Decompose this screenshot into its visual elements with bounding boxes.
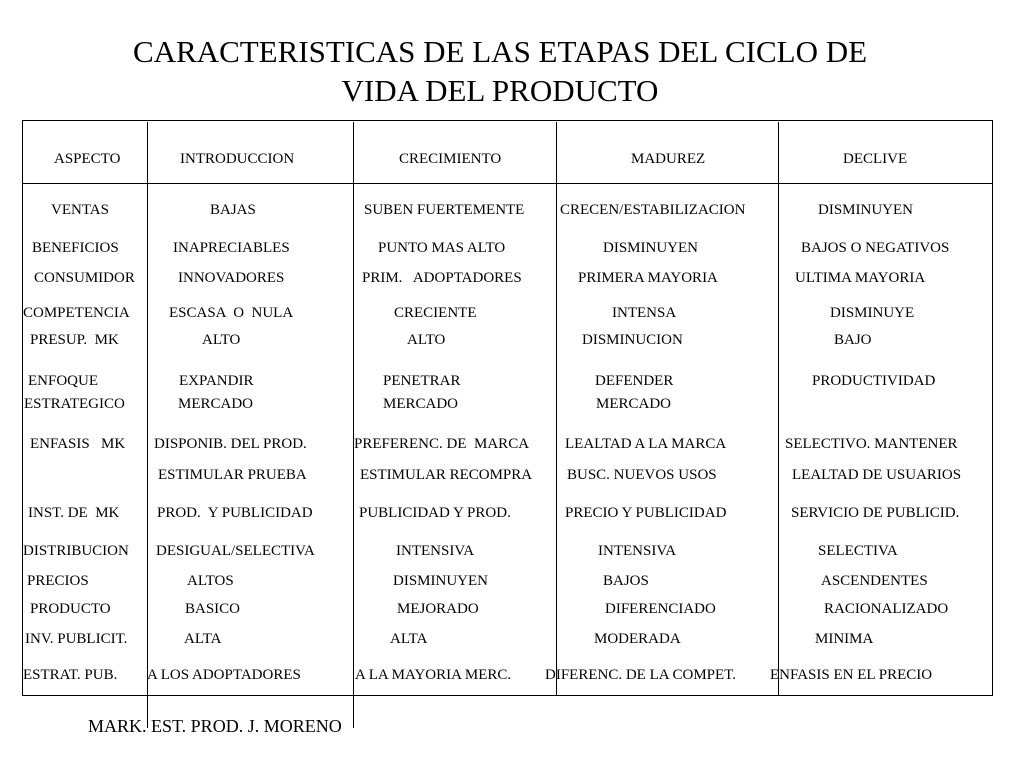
row-consumidor-introduccion: INNOVADORES xyxy=(178,270,285,286)
title-line-1: CARACTERISTICAS DE LAS ETAPAS DEL CICLO DE xyxy=(132,34,868,69)
row-producto-declive: RACIONALIZADO xyxy=(824,601,949,617)
header-madurez: MADUREZ xyxy=(631,151,706,167)
row-enfasis-crecimiento: PREFERENC. DE MARCA xyxy=(354,436,530,452)
row-enfasis-introduccion: DISPONIB. DEL PROD. xyxy=(154,436,307,452)
row-precios-introduccion: ALTOS xyxy=(187,573,234,589)
row-producto-crecimiento: MEJORADO xyxy=(397,601,479,617)
row-presupuesto-aspecto: PRESUP. MK xyxy=(30,332,119,348)
row-producto-aspecto: PRODUCTO xyxy=(30,601,111,617)
row-instrumentos-declive: SERVICIO DE PUBLICID. xyxy=(791,505,960,521)
row-inversion-crecimiento: ALTA xyxy=(390,631,428,647)
row-ventas-declive: DISMINUYEN xyxy=(818,202,913,218)
row-enfoque-aspecto-2: ESTRATEGICO xyxy=(24,396,125,412)
row-enfasis-crecimiento-2: ESTIMULAR RECOMPRA xyxy=(360,467,533,483)
row-enfasis-introduccion-2: ESTIMULAR PRUEBA xyxy=(158,467,307,483)
row-ventas-madurez: CRECEN/ESTABILIZACION xyxy=(560,202,746,218)
row-estrategia-declive: ENFASIS EN EL PRECIO xyxy=(770,667,933,683)
row-precios-crecimiento: DISMINUYEN xyxy=(393,573,488,589)
column-divider-3 xyxy=(556,122,557,696)
row-producto-madurez: DIFERENCIADO xyxy=(605,601,716,617)
title-line-2: VIDA DEL PRODUCTO xyxy=(341,73,659,108)
row-inversion-aspecto: INV. PUBLICIT. xyxy=(25,631,128,647)
row-competencia-introduccion: ESCASA O NULA xyxy=(169,305,294,321)
row-precios-declive: ASCENDENTES xyxy=(821,573,928,589)
column-divider-1 xyxy=(147,122,148,728)
row-precios-aspecto: PRECIOS xyxy=(27,573,89,589)
row-presupuesto-madurez: DISMINUCION xyxy=(582,332,683,348)
row-distribucion-crecimiento: INTENSIVA xyxy=(396,543,475,559)
row-enfoque-crecimiento: PENETRAR xyxy=(383,373,461,389)
row-competencia-declive: DISMINUYE xyxy=(830,305,915,321)
header-divider xyxy=(22,183,993,184)
row-estrategia-introduccion: A LOS ADOPTADORES xyxy=(147,667,301,683)
row-beneficios-madurez: DISMINUYEN xyxy=(603,240,698,256)
header-aspecto: ASPECTO xyxy=(54,151,121,167)
row-enfasis-madurez-2: BUSC. NUEVOS USOS xyxy=(567,467,717,483)
row-beneficios-aspecto: BENEFICIOS xyxy=(32,240,119,256)
row-inversion-introduccion: ALTA xyxy=(184,631,222,647)
row-enfoque-madurez-2: MERCADO xyxy=(596,396,672,412)
row-ventas-introduccion: BAJAS xyxy=(210,202,256,218)
row-beneficios-crecimiento: PUNTO MAS ALTO xyxy=(378,240,506,256)
row-distribucion-madurez: INTENSIVA xyxy=(598,543,677,559)
row-enfasis-declive: SELECTIVO. MANTENER xyxy=(785,436,958,452)
row-distribucion-aspecto: DISTRIBUCION xyxy=(23,543,129,559)
row-instrumentos-crecimiento: PUBLICIDAD Y PROD. xyxy=(359,505,511,521)
row-beneficios-introduccion: INAPRECIABLES xyxy=(173,240,290,256)
row-estrategia-aspecto: ESTRAT. PUB. xyxy=(23,667,118,683)
header-crecimiento: CRECIMIENTO xyxy=(399,151,502,167)
row-competencia-crecimiento: CRECIENTE xyxy=(394,305,477,321)
row-distribucion-declive: SELECTIVA xyxy=(818,543,898,559)
row-producto-introduccion: BASICO xyxy=(185,601,241,617)
row-enfasis-madurez: LEALTAD A LA MARCA xyxy=(565,436,727,452)
row-presupuesto-introduccion: ALTO xyxy=(202,332,241,348)
page-title xyxy=(0,32,1000,110)
row-enfoque-crecimiento-2: MERCADO xyxy=(383,396,459,412)
row-inversion-declive: MINIMA xyxy=(815,631,874,647)
header-declive: DECLIVE xyxy=(843,151,908,167)
column-divider-4 xyxy=(778,122,779,696)
footer-credit: MARK. EST. PROD. J. MORENO xyxy=(88,716,342,736)
row-instrumentos-aspecto: INST. DE MK xyxy=(28,505,120,521)
row-consumidor-madurez: PRIMERA MAYORIA xyxy=(578,270,718,286)
row-beneficios-declive: BAJOS O NEGATIVOS xyxy=(801,240,950,256)
row-instrumentos-madurez: PRECIO Y PUBLICIDAD xyxy=(565,505,727,521)
row-competencia-madurez: INTENSA xyxy=(612,305,677,321)
row-distribucion-introduccion: DESIGUAL/SELECTIVA xyxy=(156,543,315,559)
row-enfoque-declive: PRODUCTIVIDAD xyxy=(812,373,936,389)
row-presupuesto-crecimiento: ALTO xyxy=(407,332,446,348)
row-precios-madurez: BAJOS xyxy=(603,573,649,589)
row-enfasis-aspecto: ENFASIS MK xyxy=(30,436,126,452)
row-estrategia-madurez: DIFERENC. DE LA COMPET. xyxy=(545,667,736,683)
row-competencia-aspecto: COMPETENCIA xyxy=(23,305,130,321)
row-ventas-crecimiento: SUBEN FUERTEMENTE xyxy=(364,202,525,218)
row-consumidor-aspecto: CONSUMIDOR xyxy=(34,270,135,286)
header-introduccion: INTRODUCCION xyxy=(180,151,295,167)
row-enfasis-declive-2: LEALTAD DE USUARIOS xyxy=(792,467,962,483)
row-inversion-madurez: MODERADA xyxy=(594,631,681,647)
row-estrategia-crecimiento: A LA MAYORIA MERC. xyxy=(355,667,512,683)
row-enfoque-madurez: DEFENDER xyxy=(595,373,674,389)
column-divider-2 xyxy=(353,122,354,728)
row-instrumentos-introduccion: PROD. Y PUBLICIDAD xyxy=(157,505,313,521)
row-consumidor-crecimiento: PRIM. ADOPTADORES xyxy=(362,270,522,286)
row-enfoque-aspecto: ENFOQUE xyxy=(28,373,98,389)
row-enfoque-introduccion-2: MERCADO xyxy=(178,396,254,412)
row-presupuesto-declive: BAJO xyxy=(834,332,872,348)
row-enfoque-introduccion: EXPANDIR xyxy=(179,373,254,389)
row-consumidor-declive: ULTIMA MAYORIA xyxy=(795,270,926,286)
row-ventas-aspecto: VENTAS xyxy=(51,202,109,218)
